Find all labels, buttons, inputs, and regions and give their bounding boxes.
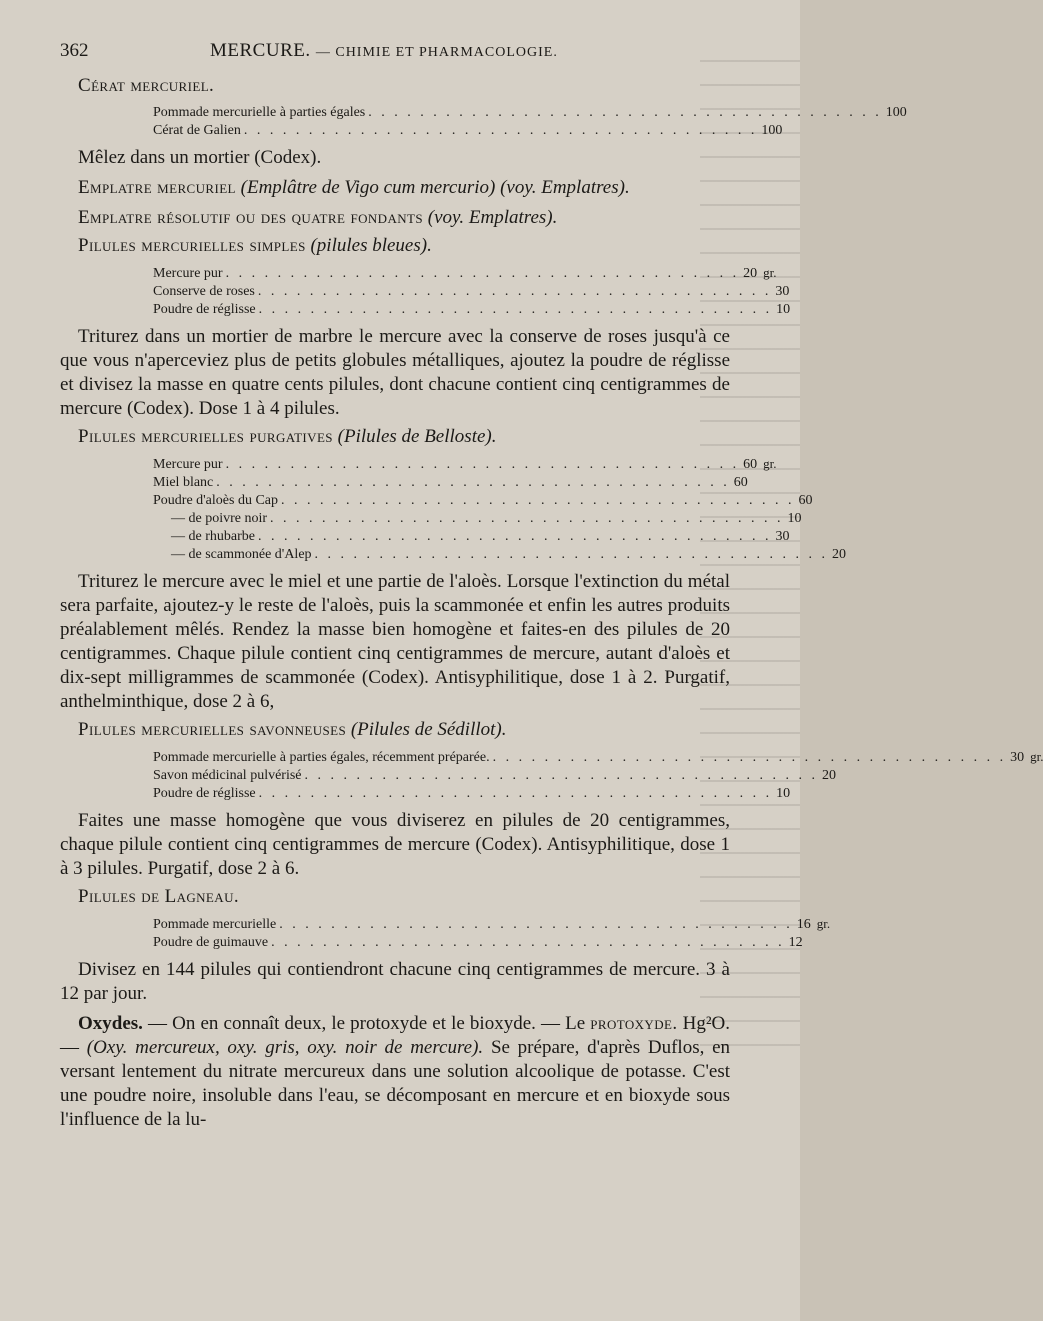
ingredient-unit: gr. [763, 265, 777, 280]
leader-dots: . . . . . . . . . . . . . . . . . . . . . . . . . . . . . . . . . . . . . . . . [270, 511, 784, 526]
ingredient-unit: gr. [763, 456, 777, 471]
recipe-row [153, 474, 748, 492]
ingredient-name: Pommade mercurielle [153, 917, 277, 932]
pilules-savonneuses-title: Pilules mercurielles savonneuses [78, 719, 347, 740]
ingredient-name: Pommade mercurielle à parties égales, récemment préparée. [153, 750, 490, 765]
ingredient-quantity: 12 [788, 935, 803, 950]
recipe-row [153, 528, 790, 546]
leader-dots: . . . . . . . . . . . . . . . . . . . . . . . . . . . . . . . . . . . . . . . . [216, 475, 730, 490]
leader-dots: . . . . . . . . . . . . . . . . . . . . . . . . . . . . . . . . . . . . . . . . [492, 750, 1007, 765]
ingredient-quantity: 10 [776, 786, 791, 801]
pilules-purgatives-recipe [153, 455, 847, 564]
ingredient-quantity: 100 [761, 123, 783, 138]
ingredient-name: Savon médicinal pulvérisé [153, 768, 302, 783]
ingredient-name: Poudre de réglisse [153, 302, 256, 317]
pilules-purgatives-heading [60, 425, 730, 449]
leader-dots: . . . . . . . . . . . . . . . . . . . . . . . . . . . . . . . . . . . . . . . . [243, 123, 758, 138]
recipe-row [153, 301, 791, 319]
ingredient-unit: gr. [816, 916, 831, 931]
recipe-row [153, 492, 813, 510]
page-number: 362 [60, 40, 89, 61]
header-subtitle: — CHIMIE ET PHARMACOLOGIE. [315, 45, 558, 60]
recipe-row [153, 915, 831, 934]
recipe-row [153, 767, 837, 785]
ingredient-quantity: 20 [743, 266, 758, 281]
pilules-simples-heading [60, 234, 730, 258]
pilules-purgatives-title: Pilules mercurielles purgatives [78, 426, 333, 447]
recipe-row [153, 283, 790, 301]
leader-dots: . . . . . . . . . . . . . . . . . . . . . . . . . . . . . . . . . . . . . . . . [257, 529, 772, 544]
pilules-simples-text: Triturez dans un mortier de marbre le mercure avec la conserve de roses jusqu'à ce que vous n'aperceviez plus de petits globules métalliques, ajoutez la poudre de réglisse et divisez la masse en quatre cents pilules, dont chacune contient cinq centigrammes de mercure (Codex). Dose 1 à 4 pilules. [60, 326, 730, 419]
ingredient-quantity: 20 [822, 768, 837, 783]
ingredient-name: — de poivre noir [171, 511, 268, 526]
leader-dots: . . . . . . . . . . . . . . . . . . . . . . . . . . . . . . . . . . . . . . . . [368, 105, 882, 120]
pilules-simples-title: Pilules mercurielles simples [78, 235, 306, 256]
recipe-row [153, 934, 803, 952]
leader-dots: . . . . . . . . . . . . . . . . . . . . . . . . . . . . . . . . . . . . . . . . [281, 493, 795, 508]
protoxyde-description: Se prépare, d'après Duflos, en versant lentement du nitrate mercureux dans une solution alcoolique de potasse. C'est une poudre noire, insoluble dans l'eau, se décomposant en mercure et en bioxyde sous l'influence de la lu- [60, 1037, 731, 1130]
ingredient-name: Cérat de Galien [153, 123, 241, 138]
oxydes-paragraph [60, 1012, 730, 1132]
ingredient-name: Pommade mercurielle à parties égales [153, 105, 366, 120]
cerat-instruction: Mêlez dans un mortier (Codex). [78, 147, 322, 168]
pilules-savonneuses-heading [60, 718, 730, 742]
pilules-lagneau-text: Divisez en 144 pilules qui contiendront chacune cinq centigrammes de mercure. 3 à 12 par jour. [60, 959, 730, 1004]
pilules-simples-recipe [153, 264, 791, 319]
ingredient-quantity: 60 [743, 457, 758, 472]
ingredient-name: Poudre de guimauve [153, 935, 269, 950]
pilules-lagneau-heading: Pilules de Lagneau. [78, 886, 240, 907]
emplatre-resolutif [60, 206, 730, 230]
recipe-row [153, 104, 907, 122]
ingredient-unit: gr. [1030, 749, 1043, 764]
ingredient-name: Mercure pur [153, 266, 223, 281]
pilules-savonneuses-subtitle: (Pilules de Sédillot). [350, 719, 507, 740]
ingredient-name: Mercure pur [153, 457, 223, 472]
ingredient-name: Conserve de roses [153, 284, 255, 299]
ingredient-name: — de rhubarbe [171, 529, 255, 544]
leader-dots: . . . . . . . . . . . . . . . . . . . . . . . . . . . . . . . . . . . . . . . . [258, 786, 773, 801]
ingredient-name: Poudre d'aloès du Cap [153, 493, 279, 508]
ingredient-quantity: 60 [733, 475, 748, 490]
leader-dots: . . . . . . . . . . . . . . . . . . . . . . . . . . . . . . . . . . . . . . . . [257, 284, 772, 299]
recipe-row [153, 264, 777, 283]
ingredient-name: Miel blanc [153, 475, 214, 490]
pilules-simples-subtitle: (pilules bleues). [310, 235, 432, 256]
leader-dots: . . . . . . . . . . . . . . . . . . . . . . . . . . . . . . . . . . . . . . . . [225, 457, 740, 472]
recipe-row [153, 546, 847, 564]
oxydes-title: Oxydes. [78, 1013, 143, 1034]
ingredient-quantity: 20 [832, 547, 847, 562]
emplatre-mercuriel-text: (Emplâtre de Vigo cum mercurio) (voy. Emplatres). [240, 177, 630, 198]
header-title: MERCURE. [210, 40, 311, 61]
ingredient-quantity: 30 [775, 529, 790, 544]
ingredient-quantity: 30 [1010, 750, 1025, 765]
ingredient-quantity: 30 [775, 284, 790, 299]
pilules-savonneuses-recipe [153, 748, 1043, 803]
leader-dots: . . . . . . . . . . . . . . . . . . . . . . . . . . . . . . . . . . . . . . . . [304, 768, 819, 783]
protoxyde-synonyms: (Oxy. mercureux, oxy. gris, oxy. noir de mercure). [86, 1037, 484, 1058]
emplatre-resolutif-title: Emplatre résolutif ou des quatre fondants [78, 207, 423, 228]
leader-dots: . . . . . . . . . . . . . . . . . . . . . . . . . . . . . . . . . . . . . . . . [225, 266, 740, 281]
ingredient-quantity: 10 [776, 302, 791, 317]
recipe-row [153, 748, 1043, 767]
protoxyde-formula: Hg²O. — [60, 1013, 731, 1058]
pilules-savonneuses-text: Faites une masse homogène que vous diviserez en pilules de 20 centigrammes, chaque pilule contient cinq centigrammes de mercure (Codex). Antisyphilitique, dose 1 à 3 pilules. Purgatif, dose 2 à 6. [60, 810, 730, 879]
ingredient-quantity: 16 [796, 917, 811, 932]
page-content [60, 40, 1043, 1132]
pilules-purgatives-subtitle: (Pilules de Belloste). [337, 426, 497, 447]
protoxyde-label: protoxyde. [590, 1013, 678, 1034]
pilules-lagneau-recipe [153, 915, 831, 952]
ingredient-quantity: 100 [885, 105, 907, 120]
recipe-row [153, 122, 783, 140]
cerat-recipe [153, 104, 907, 140]
leader-dots: . . . . . . . . . . . . . . . . . . . . . . . . . . . . . . . . . . . . . . . . [271, 935, 785, 950]
leader-dots: . . . . . . . . . . . . . . . . . . . . . . . . . . . . . . . . . . . . . . . . [279, 917, 793, 932]
emplatre-mercuriel [60, 176, 730, 200]
leader-dots: . . . . . . . . . . . . . . . . . . . . . . . . . . . . . . . . . . . . . . . . [258, 302, 773, 317]
recipe-row [153, 510, 802, 528]
leader-dots: . . . . . . . . . . . . . . . . . . . . . . . . . . . . . . . . . . . . . . . . [314, 547, 829, 562]
ingredient-quantity: 60 [798, 493, 813, 508]
cerat-heading: Cérat mercuriel. [78, 75, 215, 96]
oxydes-intro: — On en connaît deux, le protoxyde et le bioxyde. — Le [148, 1013, 586, 1034]
recipe-row [153, 785, 791, 803]
ingredient-name: — de scammonée d'Alep [171, 547, 312, 562]
pilules-purgatives-text: Triturez le mercure avec le miel et une partie de l'aloès. Lorsque l'extinction du métal sera parfaite, ajoutez-y le reste de l'aloès, puis la scammonée et enfin les autres produits préalablement mêlés. Rendez la masse bien homogène et faites-en des pilules de 20 centigrammes. Chaque pilule contient cinq centigrammes de mercure, autant d'aloès et dix-sept milligrammes de scammonée (Codex). Antisyphilitique, dose 1 à 2. Purgatif, anthelminthique, dose 2 à 6, [60, 571, 730, 712]
ingredient-quantity: 10 [787, 511, 802, 526]
emplatre-mercuriel-title: Emplatre mercuriel [78, 177, 236, 198]
emplatre-resolutif-text: (voy. Emplatres). [427, 207, 558, 228]
running-header [60, 40, 730, 70]
recipe-row [153, 455, 777, 474]
ingredient-name: Poudre de réglisse [153, 786, 256, 801]
